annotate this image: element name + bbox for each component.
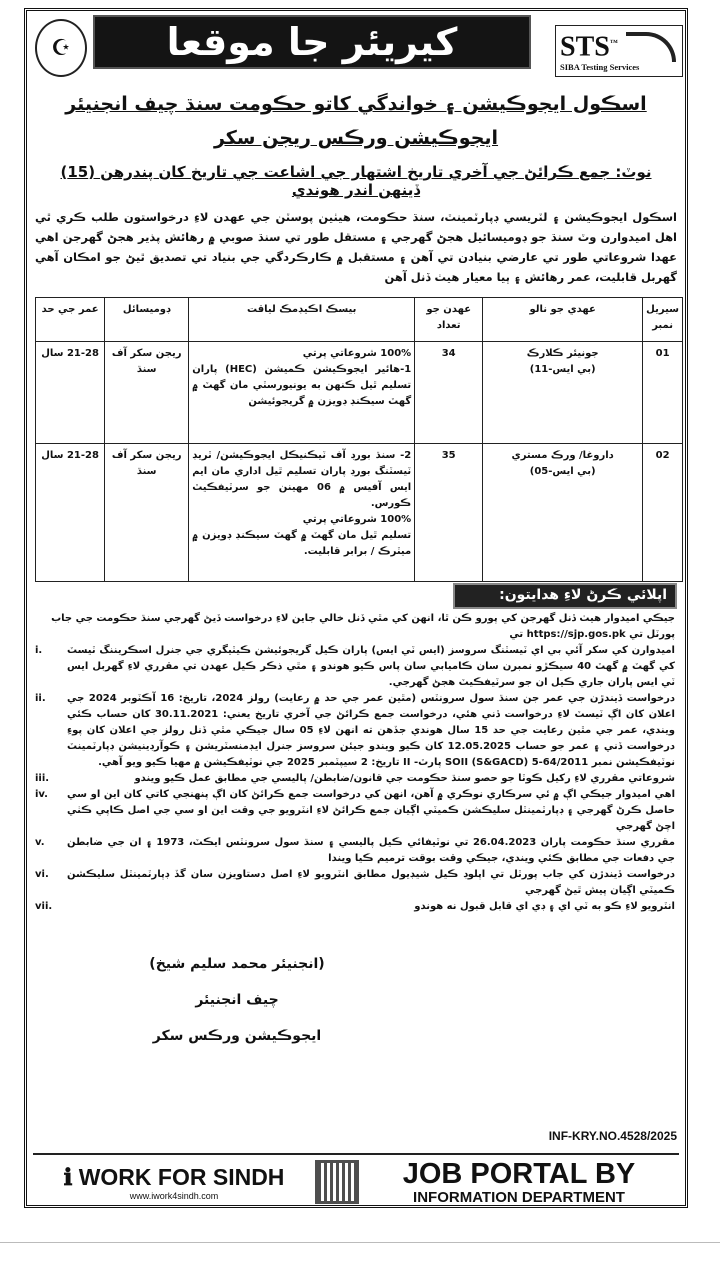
instruction-number: vii.: [35, 901, 53, 912]
col-count: عهدن جو تعداد: [415, 298, 483, 342]
footer-band: [33, 1153, 679, 1209]
instructions-list: [35, 611, 675, 915]
logo-tm: ™: [609, 38, 618, 47]
post-name: داروغا/ ورڪ مستري: [511, 450, 614, 461]
serial-cell: 01: [643, 342, 683, 444]
domicile-cell: ريجن سکر آف سنڌ: [105, 444, 189, 582]
post-name: جونيئر ڪلارڪ: [526, 348, 599, 359]
instruction-text: اميدوارن کي سکر آئي بي اي ٽيسٽنگ سروسز (ايس ٽي ايس) پاران ڪيل گريجوئيشن ڪيٽيگري جي جنرل اسڪريننگ ٽيسٽ کي گهٽ ۾ گهٽ 40 سيڪڙو نمبرن سان ڪاميابي سان پاس ڪيو هوندو ۽ مٿي ذڪر ڪيل عهدن تي مقرري لاءِ گهربل ايس ٽي ايس پاران جاري ڪيل ان جو سرٽيفڪيٽ هجڻ گهرجي.: [67, 645, 675, 688]
signatory-designation: چيف انجنيئر: [195, 992, 279, 1008]
table-row: [36, 444, 683, 582]
age-cell: 21-28 سال: [36, 444, 105, 582]
instruction-number: i.: [35, 645, 43, 656]
instruction-item: [35, 643, 675, 691]
deadline-note: نوٽ: جمع ڪرائڻ جي آخري تاريخ اشتهار جي اشاعت جي تاريخ کان پندرهن (15) ڏينهن اندر هوندي: [60, 163, 652, 199]
post-scale: (بي ايس-05): [529, 466, 596, 477]
instruction-text: درخواست ڏيندڙن کي جاب پورٽل تي اپلوڊ ڪيل شيڊيول مطابق انٽرويو لاءِ اصل دستاويزن سان گڏ ڊپارٽمينٽل سليڪشن ڪميٽي اڳيان پيش ٿيڻ گهرجي: [67, 869, 675, 896]
col-domicile: ڊوميسائل: [105, 298, 189, 342]
intro-paragraph: اسڪول ايجوڪيشن ۽ لٽريسي ڊپارٽمينٽ، سنڌ حڪومت، هيٺين پوسٽن جي عهدن لاءِ درخواستون طلب ڪري ٿي اهل اميدوارن وٽ سنڌ جو ڊوميسائيل هجڻ گهرجي ۽ مستقل طور تي سنڌ صوبي ۾ رهائش پذير هجڻ گهرجن اهي عهدا شروعاتي طور تي عارضي بنيادن تي آهن ۽ مستقبل ۾ ڪارڪردگي جي بنياد تي تصديق ٿيڻ جو امڪان آهي گهربل قابليت، عمر رهائش ۽ ٻيا معيار هيٺ ڏنل آهن: [35, 210, 677, 284]
instruction-number: iv.: [35, 789, 48, 800]
instruction-item: [35, 691, 675, 771]
instruction-number: v.: [35, 837, 45, 848]
headline-department: اسڪول ايجوڪيشن ۽ خواندگي کاتو حڪومت سنڌ چيف انجنيئر: [65, 93, 647, 115]
post-cell: [483, 444, 643, 582]
instruction-number: ii.: [35, 693, 46, 704]
i-logo-icon: ℹ: [63, 1163, 73, 1190]
reference-number: INF-KRY.NO.4528/2025: [548, 1129, 677, 1143]
signature-block: [127, 946, 347, 1054]
job-portal-label: [359, 1159, 679, 1206]
signatory-office: ايجوڪيشن ورڪس سکر: [152, 1028, 322, 1044]
instruction-text: درخواست ڏيندڙن جي عمر جن سنڌ سول سرونٽس (مٿين عمر جي حد ۾ رعايت) رولز 2024، تاريخ: 16 آڪٽوبر 2024 جي اعلان کان اڳ ٽيسٽ لاءِ درخواست ڏني هئي، درخواست جمع ڪرائڻ جي آخري تاريخ يعني: 30.11.2021 کان حساب ڪئي ويندي، عمر جي مٿين رعايت جي حد 15 سال هوندي جڏهن ته انهن لاءِ 05 سال جيڪي مٿي ڏنل رولز جي اعلان کان پوءِ درخواست ڏني ۽ عمر جو حساب 12.05.2025 کان ڪيو ويندو جيئن سروسز جنرل ايڊمنسٽريشن ۽ ڪوآرڊينيشن ڊپارٽمينٽ نوٽيفڪيشن نمبر SOII (S&GACD) 5-64/2011 پارٽ- II تاريخ: 2 سيپٽمبر 2025 جي نوٽيفڪيشن ۾ مهيا ڪيو ويو آهي.: [67, 693, 675, 768]
instruction-item: [35, 899, 675, 915]
count-cell: 35: [415, 444, 483, 582]
signatory-name: (انجنيئر محمد سليم شيخ): [149, 956, 325, 972]
age-cell: 21-28 سال: [36, 342, 105, 444]
advertisement: [24, 8, 688, 1208]
vacancy-table: [35, 297, 683, 582]
instruction-text: مقرري سنڌ حڪومت پاران 26.04.2023 تي نوٽيفائي ڪيل پاليسي ۽ سنڌ سول سرونٽس ايڪٽ، 1973 ۽ ان جي ضابطن جي دفعات جي مطابق ڪئي ويندي، جيڪي وقت بوقت ترميم ڪيا ويندا: [67, 837, 675, 864]
instruction-text: انٽرويو لاءِ ڪو به ٽي اي ۽ ڊي اي قابل قبول نه هوندو: [414, 901, 675, 912]
sindh-government-emblem-icon: ☪: [35, 19, 87, 77]
iwork4sindh-logo: [33, 1164, 315, 1201]
headline-region: ايجوڪيشن ورڪس ريجن سکر: [213, 127, 499, 149]
instruction-number: vi.: [35, 869, 49, 880]
col-age: عمر جي حد: [36, 298, 105, 342]
instruction-number: iii.: [35, 773, 50, 784]
footer-right-title: JOB PORTAL BY: [402, 1157, 636, 1190]
instruction-item: [35, 787, 675, 835]
qualification-cell: 100% شروعاتي پرتي 1-هائير ايجوڪيشن ڪميشن (HEC) پاران تسليم ٿيل ڪنهن به يونيورسٽي مان گهٽ ۾ گهٽ سيڪنڊ ڊويزن ۾ گريجوئيشن: [189, 342, 415, 444]
instruction-text: اهي اميدوار جيڪي اڳ ۾ ئي سرڪاري نوڪري ۾ آهن، انهن کي درخواست جمع ڪرائڻ کان اڳ پنهنجي کاتي کان اين او سي حاصل ڪرڻ گهرجي ۽ ڊپارٽمينٽل سليڪشن ڪميٽي اڳيان جمع ڪرائڻ لاءِ انٽرويو جي وقت اين او سي جي اصل ڪاپي ڪٺي اچڻ گهرجي: [67, 789, 675, 832]
qr-code-icon: [315, 1160, 359, 1204]
instruction-item: [35, 835, 675, 867]
col-post: عهدي جو نالو: [483, 298, 643, 342]
banner-title: كيريئر جا موقعا: [93, 15, 531, 69]
instructions-heading: اپلائي ڪرڻ لاءِ هدايتون:: [453, 583, 677, 609]
qualification-cell: 2- سنڌ بورڊ آف ٽيڪنيڪل ايجوڪيشن/ ٽريڊ ٽيسٽنگ بورڊ پاران تسليم ٿيل اداري مان ايم ايس آفيس ۾ 06 مهينن جو سرٽيفڪيٽ ڪورس. 100% شروعاتي پرتي تسليم ٿيل مان گهٽ ۾ گهٽ سيڪنڊ ڊويزن ۾ ميٽرڪ / برابر قابليت.: [189, 444, 415, 582]
logo-subtitle: SIBA Testing Services: [560, 62, 640, 73]
table-header-row: [36, 298, 683, 342]
count-cell: 34: [415, 342, 483, 444]
footer-right-subtitle: INFORMATION DEPARTMENT: [413, 1188, 625, 1206]
post-cell: [483, 342, 643, 444]
col-qualification: بيسڪ اڪيڊمڪ لياقت: [189, 298, 415, 342]
instruction-item: [35, 771, 675, 787]
instruction-text: شروعاتي مقرري لاءِ رکيل ڪوٽا جو حصو سنڌ حڪومت جي قانون/ضابطن/ پاليسي جي مطابق عمل ڪيو ويندو: [134, 773, 675, 784]
instruction-item: [35, 867, 675, 899]
domicile-cell: ريجن سکر آف سنڌ: [105, 342, 189, 444]
post-scale: (بي ايس-11): [529, 364, 596, 375]
footer-left-title: WORK FOR SINDH: [78, 1163, 285, 1190]
footer-url: www.iwork4sindh.com: [129, 1190, 219, 1201]
table-row: [36, 342, 683, 444]
sts-logo: [555, 25, 683, 77]
col-serial: سيريل نمبر: [643, 298, 683, 342]
instructions-lead: جيڪي اميدوار هيٺ ڏنل گهرجن کي پورو ڪن ٿا، انهن کي مٿي ڏنل خالي جاين لاءِ درخواست ڏيڻ گهرجي سنڌ حڪومت جي جاب پورٽل تي https://sjp.gos.pk تي: [51, 613, 675, 640]
logo-text: STS: [560, 31, 610, 63]
divider: [0, 1242, 720, 1243]
serial-cell: 02: [643, 444, 683, 582]
